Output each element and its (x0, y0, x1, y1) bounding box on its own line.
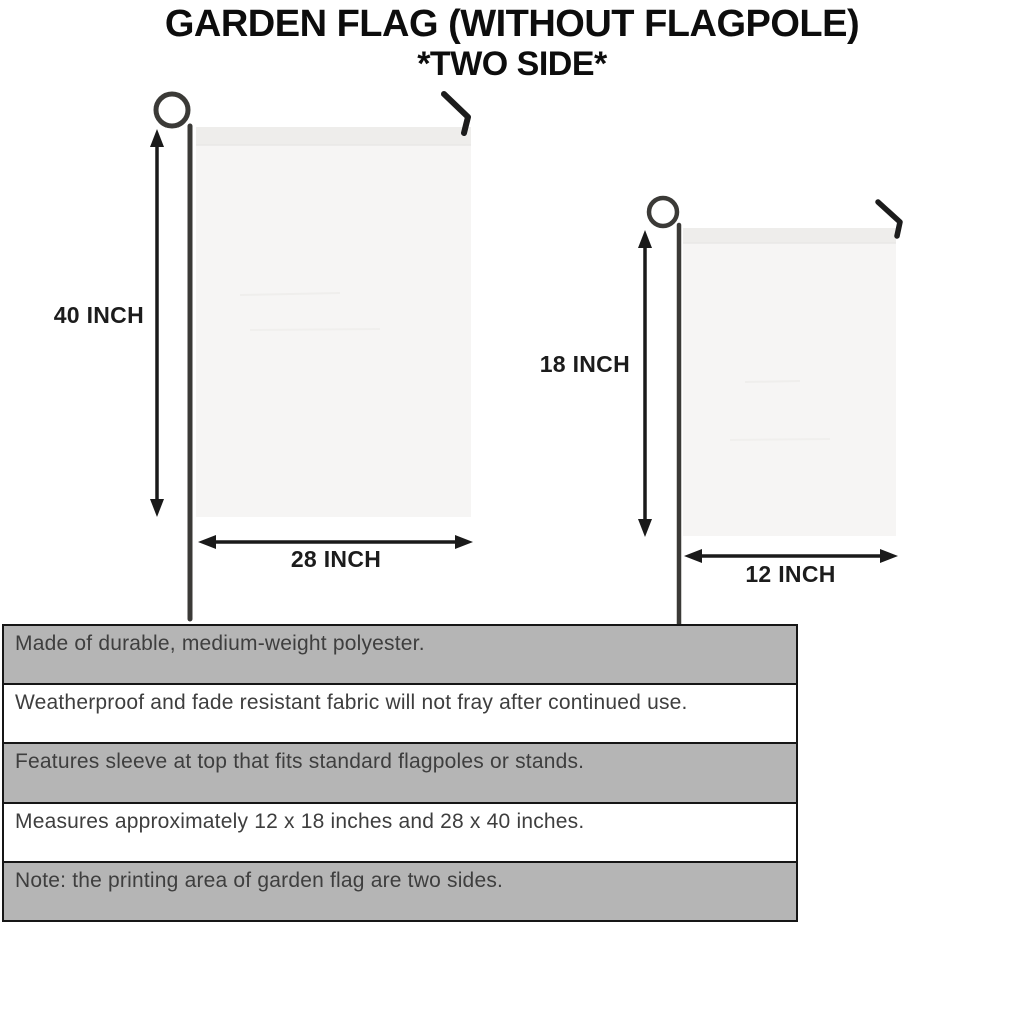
large-flag-figure (150, 94, 473, 619)
small-flag-pole-loop (649, 198, 677, 226)
large-flag-width-label: 28 INCH (290, 546, 382, 572)
large-flag-height-arrow (150, 129, 164, 517)
small-flag-height-label: 18 INCH (539, 351, 630, 377)
spec-row-material: Made of durable, medium-weight polyester. (4, 626, 796, 683)
small-flag-sleeve (683, 228, 896, 243)
large-flag-pole-loop (156, 94, 188, 126)
large-flag-wrinkle (250, 329, 380, 330)
small-flag-wrinkle (745, 381, 800, 382)
specs-table (2, 624, 798, 922)
small-flag-wrinkle (730, 439, 830, 440)
spec-row-note: Note: the printing area of garden flag are two sides. (4, 861, 796, 920)
large-flag-height-label: 40 INCH (53, 302, 144, 328)
spec-row-measures: Measures approximately 12 x 18 inches and 28 x 40 inches. (4, 802, 796, 861)
large-flag-body (196, 127, 471, 517)
small-flag-width-label: 12 INCH (745, 561, 836, 587)
title-line-2: *TWO SIDE* (417, 45, 607, 83)
small-flag-height-arrow (638, 230, 652, 537)
spec-row-sleeve: Features sleeve at top that fits standard flagpoles or stands. (4, 742, 796, 801)
large-flag-sleeve (196, 127, 471, 145)
title-line-1: GARDEN FLAG (WITHOUT FLAGPOLE) (164, 3, 860, 45)
spec-row-weatherproof: Weatherproof and fade resistant fabric will not fray after continued use. (4, 683, 796, 742)
